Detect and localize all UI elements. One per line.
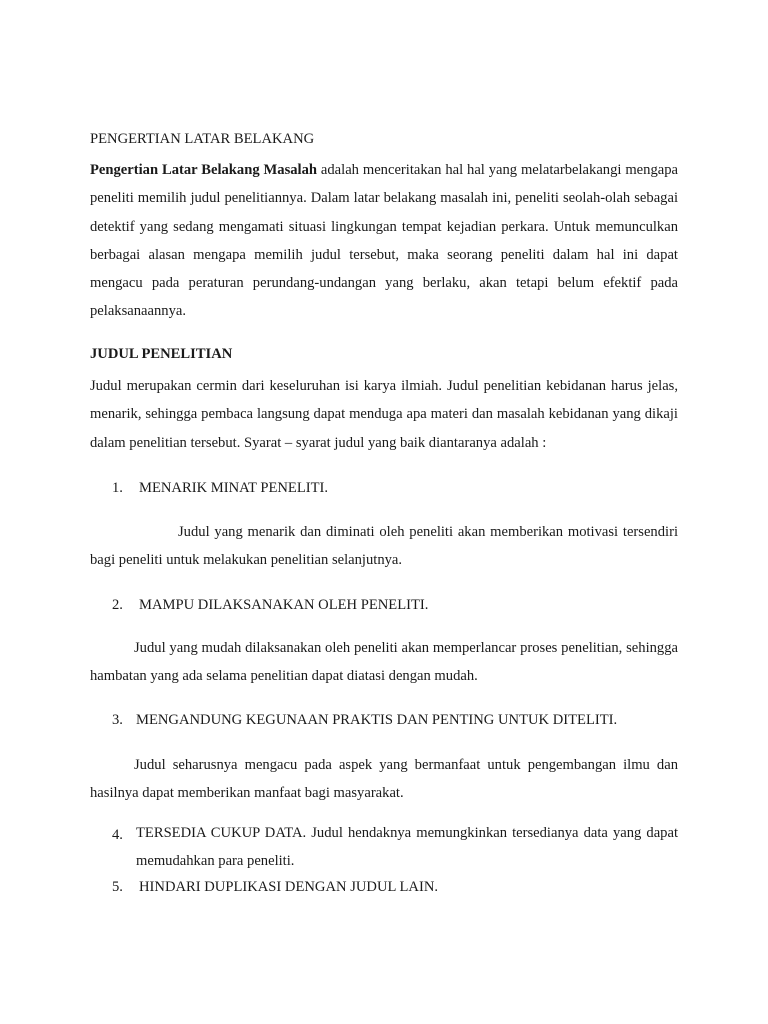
item-body [136,819,678,876]
item-title: TERSEDIA CUKUP DATA. [136,825,307,841]
item-number: 1. [112,480,123,496]
item-number: 2. [112,597,123,613]
item-number: 5. [112,879,123,895]
item-title: MAMPU DILAKSANAKAN OLEH PENELITI. [139,597,429,613]
item-title: MENGANDUNG KEGUNAAN PRAKTIS DAN PENTING UNTUK DITELITI. [136,712,618,728]
item-description: Judul yang mudah dilaksanakan oleh peneliti akan memperlancar proses penelitian, sehingga hambatan yang ada selama penelitian dapat diatasi dengan mudah. [90,640,678,685]
item-title: HINDARI DUPLIKASI DENGAN JUDUL LAIN. [139,879,439,895]
item-number: 4. [112,827,123,843]
intro-text: adalah menceritakan hal hal yang melatarbelakangi mengapa peneliti memilih judul penelitiannya. Dalam latar belakang masalah ini, peneliti seolah-olah sebagai detektif yang sedang mengamati situasi lingkungan tempat kejadian perkara. Untuk memunculkan berbagai alasan mengapa memilih judul tersebut, maka seorang peneliti dalam hal ini dapat mengacu pada peraturan perundang-undangan yang berlaku, akan tetapi belum efektif pada pelaksanaannya. [90,162,678,320]
intro-paragraph [90,156,678,326]
item-description: Judul hendaknya memungkinkan tersedianya data yang dapat memudahkan para peneliti. [136,825,678,870]
intro-term: Pengertian Latar Belakang Masalah [90,162,318,178]
section-paragraph: Judul merupakan cermin dari keseluruhan isi karya ilmiah. Judul penelitian kebidanan harus jelas, menarik, sehingga pembaca langsung dapat menduga apa materi dan masalah kebidanan yang dikaji dalam penelitian tersebut. Syarat – syarat judul yang baik diantaranya adalah : [90,378,678,451]
item-description: Judul yang menarik dan diminati oleh peneliti akan memberikan motivasi tersendiri bagi peneliti untuk melakukan penelitian selanjutnya. [90,524,678,569]
section-heading: JUDUL PENELITIAN [90,346,233,362]
page-title: PENGERTIAN LATAR BELAKANG [90,131,315,147]
item-description: Judul seharusnya mengacu pada aspek yang bermanfaat untuk pengembangan ilmu dan hasilnya dapat memberikan manfaat bagi masyarakat. [90,757,678,802]
item-title: MENARIK MINAT PENELITI. [139,480,329,496]
item-number: 3. [112,712,123,728]
